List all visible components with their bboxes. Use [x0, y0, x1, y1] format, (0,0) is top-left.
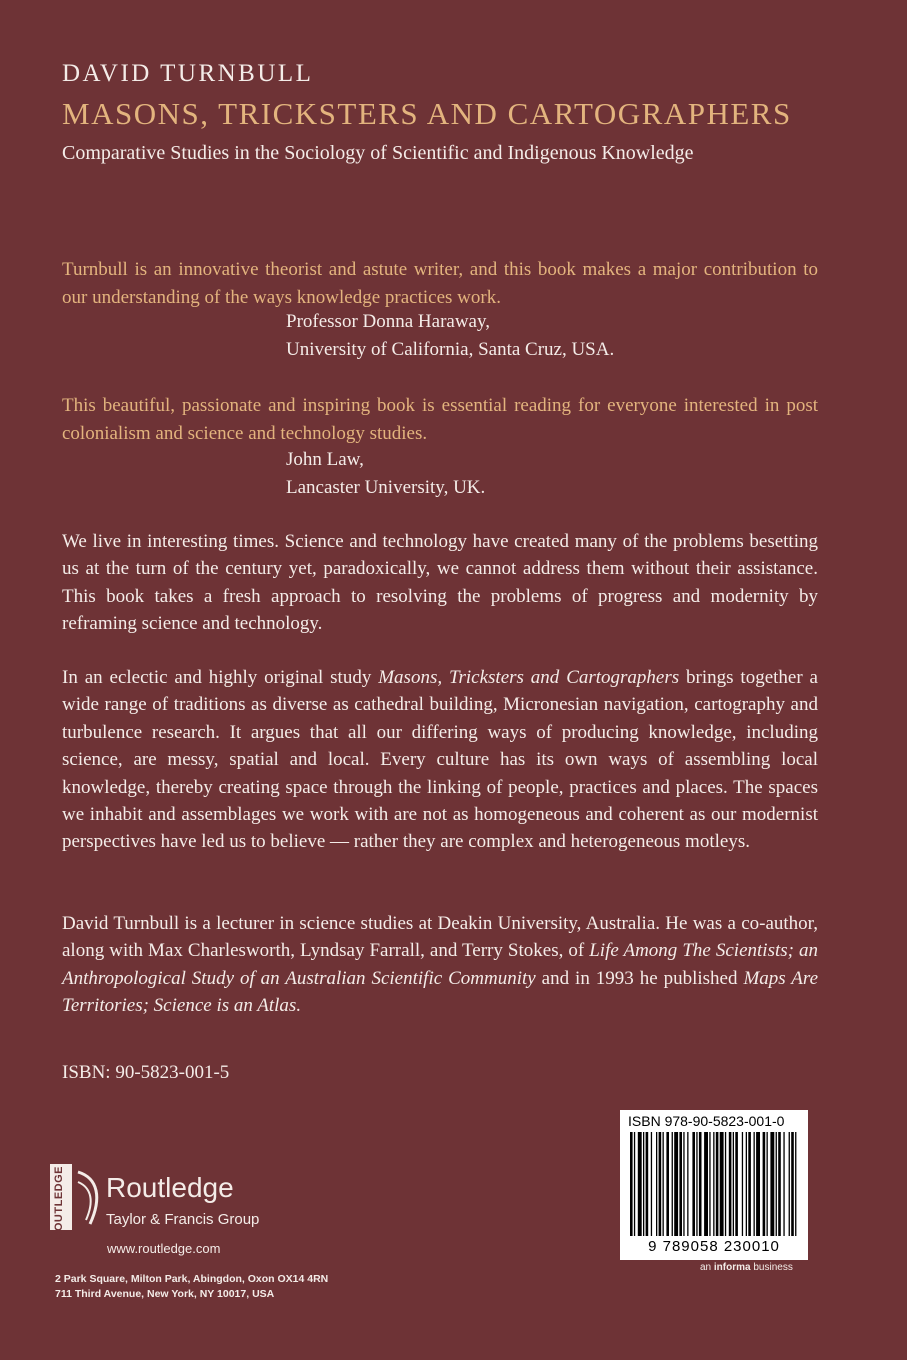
barcode-bar [756, 1132, 760, 1236]
barcode-bar [646, 1132, 649, 1236]
barcode-bar [733, 1132, 734, 1236]
paragraph-2-text: In an eclectic and highly original study [62, 667, 379, 688]
informa-brand: informa [713, 1262, 751, 1273]
publisher-group: Taylor & Francis Group [106, 1211, 260, 1228]
barcode-bar [742, 1132, 743, 1236]
barcode-bar [795, 1132, 796, 1236]
informa-business [700, 1262, 793, 1273]
informa-suffix: business [750, 1262, 793, 1273]
barcode-bar [746, 1132, 747, 1236]
barcode-bar [656, 1132, 657, 1236]
barcode-bar [713, 1132, 714, 1236]
author-name: DAVID TURNBULL [62, 60, 314, 87]
book-title: MASONS, TRICKSTERS AND CARTOGRAPHERS [62, 96, 792, 131]
barcode-bar [696, 1132, 697, 1236]
barcode-bar [651, 1132, 652, 1236]
barcode-bar [638, 1132, 642, 1236]
barcode-bar [663, 1132, 664, 1236]
bio-book-title-2: Maps Are Territories; Science is an Atlas. [62, 967, 819, 1017]
paragraph-2-text-rest: brings together a wide range of traditions as diverse as cathedral building, Micronesian navigation, cartography and turbulence research. It argues that all our differing ways of producing knowledge, including science, are messy, spatial and local. Every culture has its own ways of assembling local knowledge, thereby creating space through the linking of people, practices and places. The spaces we inhabit and assemblages we work with are not as homogeneous and coherent as our modernist perspectives have led us to believe — rather they are complex and heterogeneous motleys. [62, 667, 818, 853]
quote-haraway-name: Professor Donna Haraway, [286, 311, 491, 332]
bio-book-title-1: Life Among The Scientists; an Anthropological Study of an Australian Scientific Community [62, 940, 818, 989]
barcode-bar [709, 1132, 710, 1236]
barcode-bar [630, 1132, 633, 1236]
barcode-bar [674, 1132, 678, 1236]
barcode-bar [754, 1132, 755, 1236]
barcode-bar [699, 1132, 702, 1236]
barcode-bar [716, 1132, 719, 1236]
barcode-bar [687, 1132, 688, 1236]
barcode-bar [666, 1132, 669, 1236]
bio-text: David Turnbull is a lecturer in science studies at Deakin University, Australia. He was a co-author, along with Max Charlesworth, Lyndsay Farrall, and Terry Stokes, of [62, 913, 818, 962]
barcode-bar [735, 1132, 738, 1236]
barcode-bar [720, 1132, 724, 1236]
publisher-name: Routledge [106, 1172, 234, 1203]
publisher-address-us: 711 Third Avenue, New York, NY 10017, USA [55, 1288, 275, 1300]
barcode-bar [748, 1132, 751, 1236]
barcode-bar [776, 1132, 777, 1236]
barcode-bar [767, 1132, 768, 1236]
barcode-isbn-label: ISBN 978-90-5823-001-0 [628, 1113, 785, 1129]
barcode-bar [763, 1132, 766, 1236]
barcode-bar [683, 1132, 684, 1236]
routledge-logo-mark [50, 1164, 72, 1240]
isbn-text: ISBN: 90-5823-001-5 [62, 1062, 230, 1083]
barcode-bar [704, 1132, 708, 1236]
barcode-bar [659, 1132, 662, 1236]
barcode [620, 1110, 808, 1260]
logo-mark-text: ROUTLEDGE [53, 1166, 65, 1240]
paragraph-2-title-italic: Masons, Tricksters and Cartographers [378, 667, 680, 688]
barcode-bar [634, 1132, 635, 1236]
author-bio [62, 910, 818, 1020]
barcode-bar [783, 1132, 784, 1236]
quote-haraway-affiliation: University of California, Santa Cruz, USA. [286, 339, 615, 360]
barcode-bar [725, 1132, 726, 1236]
barcode-bar [729, 1132, 732, 1236]
barcode-bar [692, 1132, 695, 1236]
publisher-address-uk: 2 Park Square, Milton Park, Abingdon, Oxon OX14 4RN [55, 1273, 329, 1285]
barcode-bar [672, 1132, 673, 1236]
routledge-logo-curve-icon [76, 1168, 106, 1228]
description-paragraph-1: We live in interesting times. Science and technology have created many of the problems besetting us at the turn of the century yet, paradoxically, we cannot address them without their assistance. This book takes a fresh approach to resolving the problems of progress and modernity by reframing science and technology. [62, 531, 818, 635]
quote-law-name: John Law, [286, 449, 364, 470]
bio-text-mid: and in 1993 he published [535, 967, 744, 989]
barcode-bar [789, 1132, 790, 1236]
description-paragraph-2 [62, 664, 818, 856]
barcode-bars [628, 1132, 800, 1238]
barcode-bar [778, 1132, 781, 1236]
barcode-bar [679, 1132, 682, 1236]
quote-haraway: Turnbull is an innovative theorist and astute writer, and this book makes a major contribution to our understanding of the ways knowledge practices work. [62, 259, 818, 308]
quote-law: This beautiful, passionate and inspiring book is essential reading for everyone interested in post colonialism and science and technology studies. [62, 395, 818, 444]
barcode-bar [770, 1132, 774, 1236]
book-subtitle: Comparative Studies in the Sociology of Scientific and Indigenous Knowledge [62, 142, 694, 164]
informa-prefix: an [700, 1262, 714, 1273]
barcode-bar [643, 1132, 644, 1236]
publisher-website: www.routledge.com [107, 1241, 221, 1256]
barcode-bar [791, 1132, 794, 1236]
quote-law-affiliation: Lancaster University, UK. [286, 477, 486, 498]
barcode-number: 9 789058 230010 [648, 1238, 780, 1255]
